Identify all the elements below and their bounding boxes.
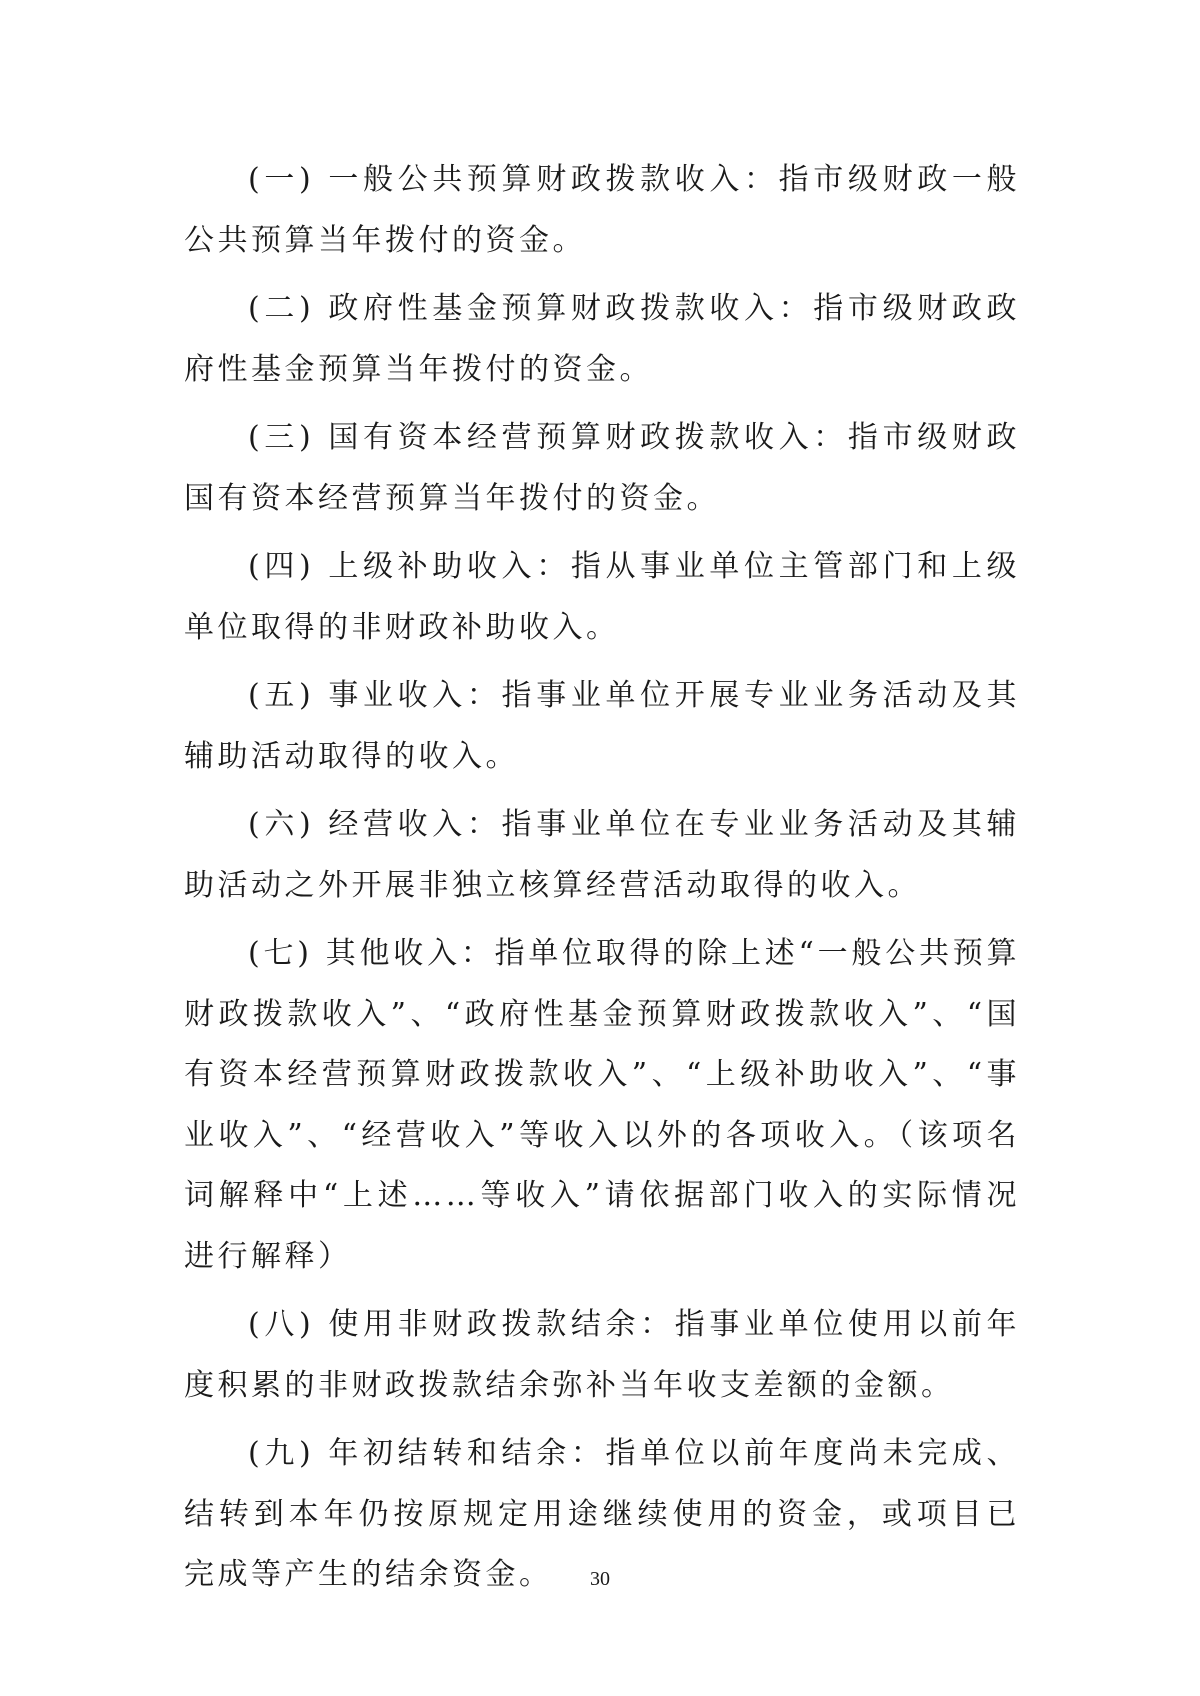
paragraph-superior-subsidy-income: (四) 上级补助收入：指从事业单位主管部门和上级单位取得的非财政补助收入。 <box>184 549 1020 645</box>
page-number: 30 <box>590 1568 610 1590</box>
paragraph-other-income: (七) 其他收入：指单位取得的除上述“一般公共预算财政拨款收入”、“政府性基金预算财政拨款收入”、“国有资本经营预算财政拨款收入”、“上级补助收入”、“事业收入”、“经营收入”等收入以外的各项收入。（该项名词解释中“上述……等收入”请依据部门收入的实际情况进行解释） <box>184 936 1020 1274</box>
document-body <box>184 150 1020 1614</box>
paragraph-government-fund-income: (二) 政府性基金预算财政拨款收入：指市级财政政府性基金预算当年拨付的资金。 <box>184 291 1020 387</box>
paragraph-general-budget-income: (一) 一般公共预算财政拨款收入：指市级财政一般公共预算当年拨付的资金。 <box>184 162 1020 258</box>
paragraph-state-capital-income: (三) 国有资本经营预算财政拨款收入：指市级财政国有资本经营预算当年拨付的资金。 <box>184 420 1020 516</box>
paragraph-carryover-balance: (九) 年初结转和结余：指单位以前年度尚未完成、结转到本年仍按原规定用途继续使用的资金，或项目已完成等产生的结余资金。 <box>184 1436 1020 1592</box>
paragraph-business-income: (五) 事业收入：指事业单位开展专业业务活动及其辅助活动取得的收入。 <box>184 678 1020 774</box>
paragraph-operating-income: (六) 经营收入：指事业单位在专业业务活动及其辅助活动之外开展非独立核算经营活动取得的收入。 <box>184 807 1020 903</box>
paragraph-non-fiscal-surplus-use: (八) 使用非财政拨款结余：指事业单位使用以前年度积累的非财政拨款结余弥补当年收支差额的金额。 <box>184 1307 1020 1403</box>
